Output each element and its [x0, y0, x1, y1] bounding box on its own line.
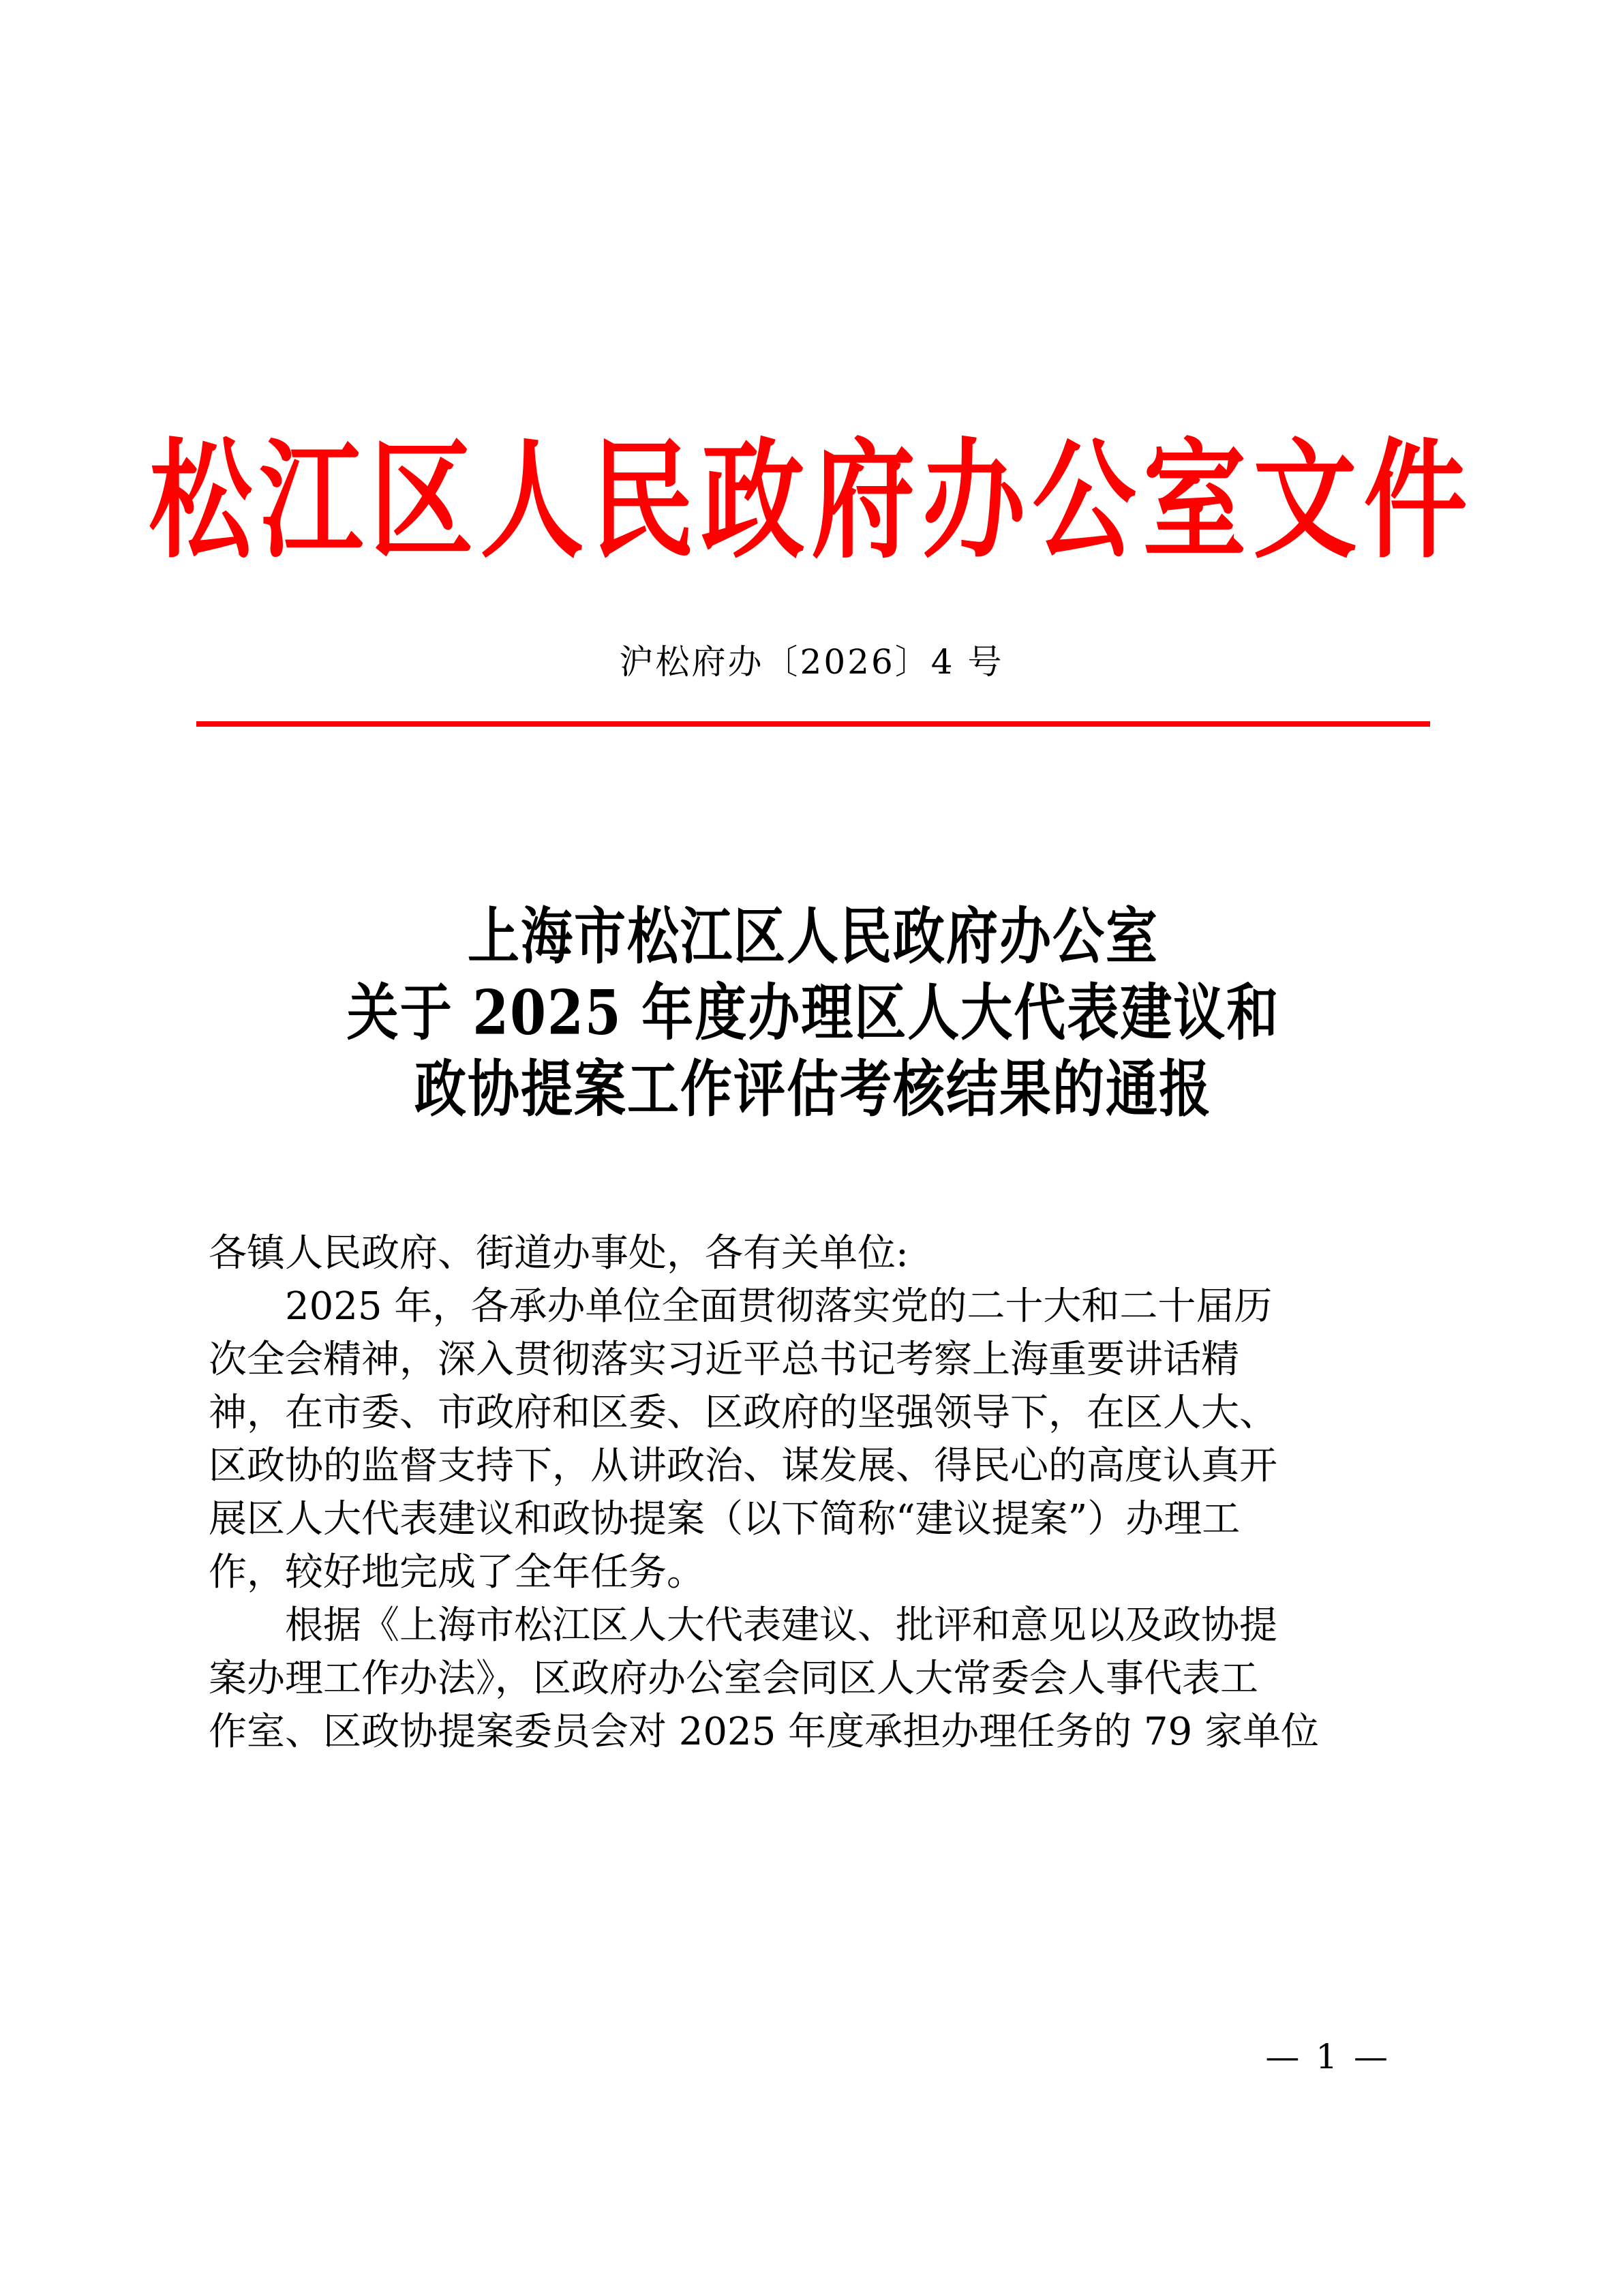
paragraph-1-line-4: 区政协的监督支持下，从讲政治、谋发展、得民心的高度认真开 [209, 1444, 1277, 1488]
paragraph-1-line-2: 次全会精神，深入贯彻落实习近平总书记考察上海重要讲话精 [209, 1338, 1239, 1382]
document-number: 沪松府办〔2026〕4 号 [619, 642, 1004, 682]
title-line-1: 上海市松江区人民政府办公室 [468, 900, 1159, 972]
salutation: 各镇人民政府、街道办事处，各有关单位: [209, 1231, 909, 1275]
document-body [209, 1227, 1414, 1759]
paragraph-1-line-3: 神，在市委、市政府和区委、区政府的坚强领导下，在区人大、 [209, 1391, 1277, 1435]
paragraph-1-line-6: 作，较好地完成了全年任务。 [209, 1550, 705, 1595]
paragraph-2-line-2: 案办理工作办法》，区政府办公室会同区人大常委会人事代表工 [209, 1657, 1258, 1701]
title-line-3: 政协提案工作评估考核结果的通报 [414, 1053, 1212, 1125]
paragraph-1-line-1: 2025 年，各承办单位全面贯彻落实党的二十大和二十届历 [285, 1284, 1273, 1329]
paragraph-2-line-1: 根据《上海市松江区人大代表建议、批评和意见以及政协提 [285, 1603, 1277, 1648]
masthead [0, 424, 1623, 576]
title-line-2: 关于 2025 年度办理区人大代表建议和 [346, 976, 1280, 1048]
page-number: — 1 — [1265, 2037, 1391, 2076]
page-title [196, 898, 1430, 1128]
red-separator-rule [196, 721, 1430, 727]
masthead-title: 松江区人民政府办公室文件 [149, 424, 1474, 576]
paragraph-2-line-3: 作室、区政协提案委员会对 2025 年度承担办理任务的 79 家单位 [209, 1710, 1319, 1754]
paragraph-1-line-5: 展区人大代表建议和政协提案（以下简称“建议提案”）办理工 [209, 1497, 1241, 1541]
document-number-row [0, 644, 1623, 681]
page-footer [196, 2037, 1430, 2076]
